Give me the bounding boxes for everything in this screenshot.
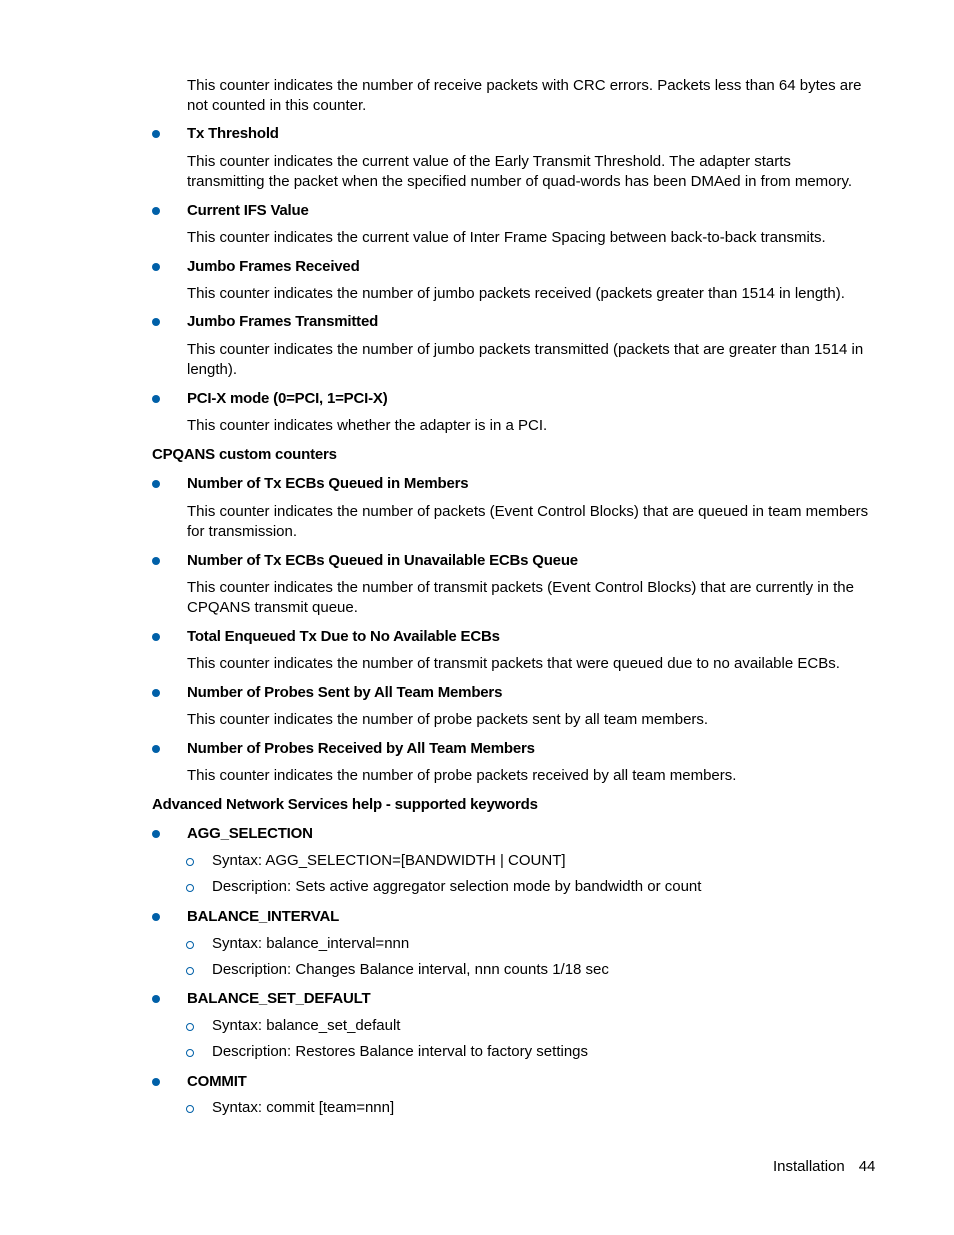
item-title: Jumbo Frames Transmitted — [187, 313, 379, 330]
item-description: This counter indicates the number of probe packets received by all team members. — [187, 767, 737, 784]
bullet-icon — [152, 745, 160, 753]
intro-paragraph: This counter indicates the number of receive packets with CRC errors. Packets less than 64 bytes are not counted in this counter. — [187, 77, 862, 114]
item-title: Tx Threshold — [187, 125, 279, 142]
item-title: Total Enqueued Tx Due to No Available ECBs — [187, 628, 500, 645]
bullet-icon — [152, 130, 160, 138]
keyword-description: Description: Changes Balance interval, nnn counts 1/18 sec — [212, 961, 609, 978]
item-description: This counter indicates the current value of the Early Transmit Threshold. The adapter starts transmitting the packet when the specified number of quad-words has been DMAed in from memory. — [187, 153, 853, 190]
item-title: PCI-X mode (0=PCI, 1=PCI-X) — [187, 390, 388, 407]
item-title: Number of Probes Received by All Team Members — [187, 740, 535, 757]
keyword-description: Description: Restores Balance interval to factory settings — [212, 1043, 589, 1060]
item-title: Current IFS Value — [187, 202, 309, 219]
keyword-syntax: Syntax: commit [team=nnn] — [212, 1099, 395, 1116]
keyword-description: Description: Sets active aggregator selection mode by bandwidth or count — [212, 878, 702, 895]
item-description: This counter indicates the number of jumbo packets received (packets greater than 1514 in length). — [187, 285, 845, 302]
sub-bullet-icon — [186, 858, 194, 866]
sub-bullet-icon — [186, 884, 194, 892]
sub-bullet-icon — [186, 967, 194, 975]
bullet-icon — [152, 830, 160, 838]
sub-bullet-icon — [186, 1023, 194, 1031]
bullet-icon — [152, 557, 160, 565]
keyword-syntax: Syntax: AGG_SELECTION=[BANDWIDTH | COUNT] — [212, 852, 566, 869]
bullet-icon — [152, 995, 160, 1003]
keyword-syntax: Syntax: balance_interval=nnn — [212, 935, 410, 952]
bullet-icon — [152, 318, 160, 326]
bullet-icon — [152, 1078, 160, 1086]
item-description: This counter indicates the number of jumbo packets transmitted (packets that are greater than 1514 in length). — [187, 341, 864, 378]
keyword-title: AGG_SELECTION — [187, 825, 313, 842]
bullet-icon — [152, 913, 160, 921]
bullet-icon — [152, 395, 160, 403]
sub-bullet-icon — [186, 941, 194, 949]
page-footer — [773, 1157, 875, 1177]
bullet-icon — [152, 633, 160, 641]
page-number: 44 — [858, 1158, 876, 1175]
item-description: This counter indicates the number of packets (Event Control Blocks) that are queued in team members for transmission. — [187, 503, 869, 540]
section-heading: CPQANS custom counters — [152, 446, 337, 463]
footer-section: Installation — [773, 1158, 845, 1175]
keyword-syntax: Syntax: balance_set_default — [212, 1017, 401, 1034]
item-description: This counter indicates the number of transmit packets (Event Control Blocks) that are currently in the CPQANS transmit queue. — [187, 579, 854, 616]
item-description: This counter indicates whether the adapter is in a PCI. — [187, 417, 548, 434]
keyword-title: BALANCE_INTERVAL — [187, 908, 340, 925]
item-description: This counter indicates the number of transmit packets that were queued due to no available ECBs. — [187, 655, 840, 672]
item-description: This counter indicates the number of probe packets sent by all team members. — [187, 711, 709, 728]
item-title: Jumbo Frames Received — [187, 258, 360, 275]
keyword-title: BALANCE_SET_DEFAULT — [187, 990, 371, 1007]
section-heading: Advanced Network Services help - supported keywords — [152, 796, 538, 813]
item-description: This counter indicates the current value of Inter Frame Spacing between back-to-back transmits. — [187, 229, 826, 246]
item-title: Number of Tx ECBs Queued in Unavailable ECBs Queue — [187, 552, 578, 569]
sub-bullet-icon — [186, 1049, 194, 1057]
item-title: Number of Probes Sent by All Team Members — [187, 684, 503, 701]
bullet-icon — [152, 689, 160, 697]
bullet-icon — [152, 263, 160, 271]
bullet-icon — [152, 207, 160, 215]
bullet-icon — [152, 480, 160, 488]
keyword-title: COMMIT — [187, 1073, 247, 1090]
item-title: Number of Tx ECBs Queued in Members — [187, 475, 469, 492]
sub-bullet-icon — [186, 1105, 194, 1113]
